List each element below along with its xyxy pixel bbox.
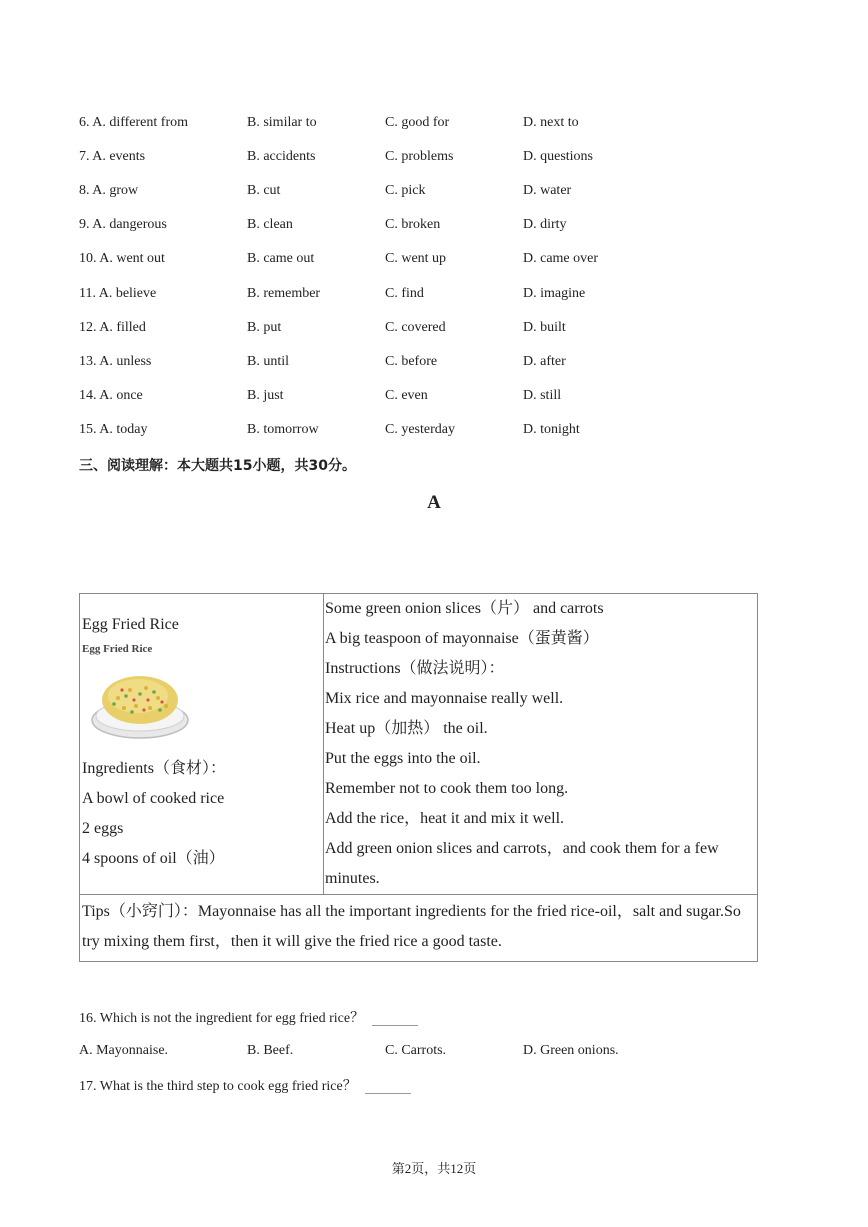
option-d[interactable]: D. questions [523, 149, 593, 165]
option-d[interactable]: D. built [523, 319, 566, 335]
option-a[interactable]: 8. A. grow [79, 183, 139, 199]
option-c[interactable]: C. broken [385, 217, 441, 233]
ingredient-item: 4 spoons of oil（油） [82, 850, 225, 867]
question-17 [79, 1075, 411, 1095]
instruction-step: Mix rice and mayonnaise really well. [325, 690, 564, 707]
image-caption: Egg Fried Rice [82, 643, 153, 655]
option-a[interactable]: 6. A. different from [79, 115, 188, 130]
option-c[interactable]: C. Carrots. [385, 1043, 447, 1058]
option-d[interactable]: D. imagine [523, 285, 586, 301]
answer-blank[interactable] [372, 1025, 418, 1026]
option-a[interactable]: 15. A. today [79, 421, 148, 437]
recipe-right-cell [324, 594, 758, 895]
recipe-left-cell [80, 594, 324, 895]
question-text: 17. What is the third step to cook egg fried rice？ [79, 1079, 357, 1094]
option-a[interactable]: 10. A. went out [79, 251, 165, 267]
option-b[interactable]: B. similar to [247, 115, 317, 130]
instructions-heading: Instructions（做法说明）： [325, 660, 505, 677]
option-c[interactable]: C. find [385, 285, 424, 301]
option-b[interactable]: B. cut [247, 183, 281, 199]
option-c[interactable]: C. even [385, 387, 428, 403]
option-b[interactable]: B. Beef. [247, 1043, 294, 1058]
page-footer: 第2页，共12页 [391, 1161, 477, 1176]
section-heading: 三、阅读理解：本大题共15小题，共30分。 [79, 458, 356, 474]
option-a[interactable]: 7. A. events [79, 149, 146, 165]
ingredient-item: A bowl of cooked rice [82, 790, 225, 807]
option-d[interactable]: D. still [523, 387, 562, 403]
option-a[interactable]: 11. A. believe [79, 285, 157, 301]
option-a[interactable]: 14. A. once [79, 387, 143, 403]
option-a[interactable]: 13. A. unless [79, 353, 152, 369]
option-b[interactable]: B. accidents [247, 149, 316, 165]
instruction-step: Add the rice，heat it and mix it well. [325, 810, 565, 827]
option-d[interactable]: D. water [523, 183, 572, 199]
instruction-step: Put the eggs into the oil. [325, 750, 481, 767]
instruction-step: Heat up（加热） the oil. [325, 720, 488, 737]
option-d[interactable]: D. dirty [523, 217, 567, 233]
option-a[interactable]: A. Mayonnaise. [79, 1043, 169, 1058]
option-d[interactable]: D. came over [523, 251, 599, 267]
recipe-title: Egg Fried Rice [82, 616, 179, 633]
option-c[interactable]: C. good for [385, 115, 450, 130]
instruction-step: Add green onion slices and carrots，and cook them for a few minutes. [325, 840, 719, 887]
option-b[interactable]: B. tomorrow [247, 421, 319, 437]
option-b[interactable]: B. just [247, 387, 284, 403]
option-c[interactable]: C. yesterday [385, 421, 455, 437]
recipe-tips: Tips（小窍门）：Mayonnaise has all the important ingredients for the fried rice-oil，salt and sugar.So try mixing them first，then it will give the fried rice a good taste. [80, 895, 758, 962]
option-d[interactable]: D. after [523, 353, 566, 369]
question-16 [79, 1007, 418, 1027]
option-a[interactable]: 12. A. filled [79, 319, 146, 335]
fried-rice-image [88, 662, 198, 744]
recipe-table [79, 593, 758, 962]
option-c[interactable]: C. problems [385, 149, 454, 165]
option-c[interactable]: C. before [385, 353, 438, 369]
passage-label: A [427, 492, 441, 513]
option-d[interactable]: D. Green onions. [523, 1043, 619, 1058]
instruction-step: Remember not to cook them too long. [325, 780, 569, 797]
ingredient-item: 2 eggs [82, 820, 124, 837]
option-b[interactable]: B. came out [247, 251, 315, 267]
option-b[interactable]: B. put [247, 319, 282, 335]
option-b[interactable]: B. clean [247, 217, 293, 233]
answer-blank[interactable] [365, 1093, 411, 1094]
question-text: 16. Which is not the ingredient for egg fried rice？ [79, 1011, 365, 1026]
option-b[interactable]: B. remember [247, 285, 321, 301]
option-c[interactable]: C. covered [385, 319, 446, 335]
recipe-line: Some green onion slices（片） and carrots [325, 600, 604, 617]
option-d[interactable]: D. tonight [523, 421, 580, 437]
option-c[interactable]: C. went up [385, 251, 447, 267]
option-a[interactable]: 9. A. dangerous [79, 217, 167, 233]
ingredients-heading: Ingredients（食材）： [82, 760, 226, 777]
recipe-line: A big teaspoon of mayonnaise（蛋黄酱） [325, 630, 599, 647]
option-c[interactable]: C. pick [385, 183, 426, 199]
option-d[interactable]: D. next to [523, 115, 579, 130]
option-b[interactable]: B. until [247, 353, 290, 369]
